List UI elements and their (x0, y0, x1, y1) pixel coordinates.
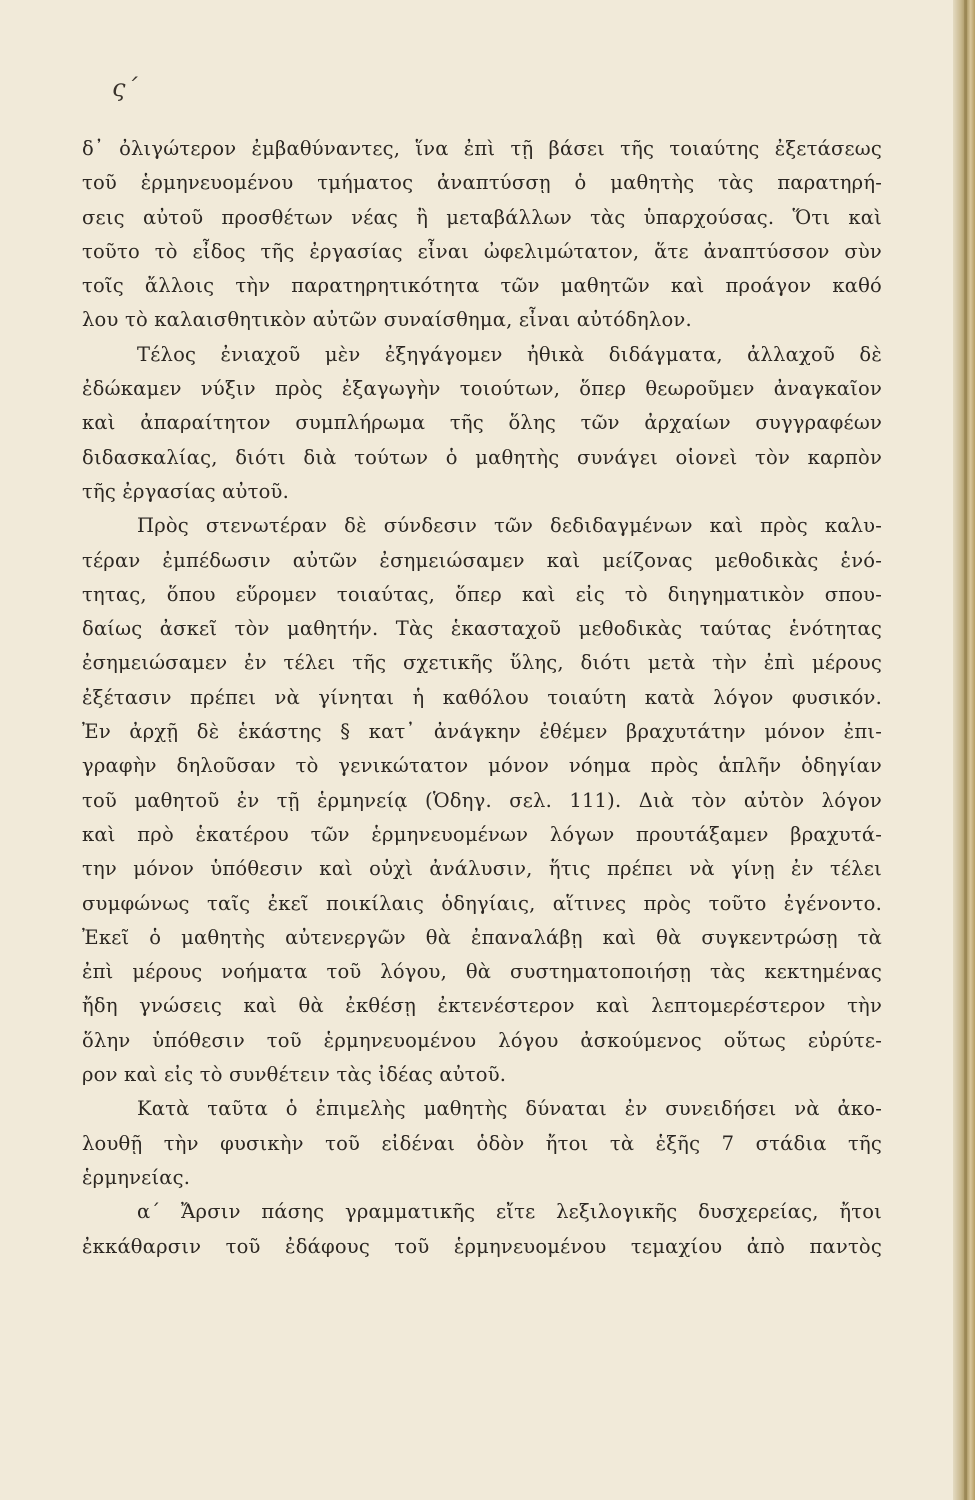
text-line: γραφὴν δηλοῦσαν τὸ γενικώτατον μόνον νόημα πρὸς ἁπλῆν ὁδηγίαν (82, 754, 882, 778)
text-line: Τέλος ἐνιαχοῦ μὲν ἐξηγάγομεν ἠθικὰ διδάγματα, ἀλλαχοῦ δὲ (137, 342, 882, 366)
body-text (82, 132, 882, 1264)
text-line: διδασκαλίας, διότι διὰ τούτων ὁ μαθητὴς συνάγει οἱονεὶ τὸν καρπὸν (82, 445, 882, 469)
text-line: τοῦ μαθητοῦ ἐν τῇ ἑρμηνείᾳ (Ὁδηγ. σελ. 111). Διὰ τὸν αὐτὸν λόγον (82, 788, 882, 812)
page-number: ς´ (112, 74, 138, 102)
text-line: την μόνον ὑπόθεσιν καὶ οὐχὶ ἀνάλυσιν, ἥτις πρέπει νὰ γίνῃ ἐν τέλει (82, 857, 882, 881)
text-line: καὶ πρὸ ἑκατέρου τῶν ἑρμηνευομένων λόγων προυτάξαμεν βραχυτά- (82, 822, 882, 846)
text-line: σεις αὐτοῦ προσθέτων νέας ἢ μεταβάλλων τὰς ὑπαρχούσας. Ὅτι καὶ (82, 205, 882, 229)
text-line: τοῦτο τὸ εἶδος τῆς ἐργασίας εἶναι ὠφελιμώτατον, ἅτε ἀναπτύσσον σὺν (82, 239, 882, 263)
text-line: συμφώνως ταῖς ἐκεῖ ποικίλαις ὁδηγίαις, αἵτινες πρὸς τοῦτο ἐγένοντο. (82, 891, 882, 915)
text-line: λουθῇ τὴν φυσικὴν τοῦ εἰδέναι ὁδὸν ἤτοι τὰ ἑξῆς 7 στάδια τῆς (82, 1131, 882, 1155)
text-line: ρον καὶ εἰς τὸ συνθέτειν τὰς ἰδέας αὐτοῦ. (82, 1063, 507, 1087)
text-line: Ἐκεῖ ὁ μαθητὴς αὐτενεργῶν θὰ ἐπαναλάβῃ καὶ θὰ συγκεντρώσῃ τὰ (82, 925, 882, 949)
text-line: ἐξέτασιν πρέπει νὰ γίνηται ἡ καθόλου τοιαύτη κατὰ λόγον φυσικόν. (82, 685, 882, 709)
text-line: ἐπὶ μέρους νοήματα τοῦ λόγου, θὰ συστηματοποιήσῃ τὰς κεκτημένας (82, 960, 882, 984)
text-line: τῆς ἐργασίας αὐτοῦ. (82, 479, 289, 503)
text-line: α´ Ἄρσιν πάσης γραμματικῆς εἴτε λεξιλογικῆς δυσχερείας, ἤτοι (137, 1200, 882, 1224)
text-line: τέραν ἐμπέδωσιν αὐτῶν ἐσημειώσαμεν καὶ μείζονας μεθοδικὰς ἑνό- (82, 548, 882, 572)
text-line: ἐσημειώσαμεν ἐν τέλει τῆς σχετικῆς ὕλης, διότι μετὰ τὴν ἐπὶ μέρους (82, 651, 882, 675)
text-line: δαίως ἀσκεῖ τὸν μαθητήν. Τὰς ἑκασταχοῦ μεθοδικὰς ταύτας ἑνότητας (82, 617, 882, 641)
text-line: δ᾽ ὀλιγώτερον ἐμβαθύναντες, ἵνα ἐπὶ τῇ βάσει τῆς τοιαύτης ἐξετάσεως (82, 137, 882, 160)
text-line: λου τὸ καλαισθητικὸν αὐτῶν συναίσθημα, εἶναι αὐτόδηλον. (82, 308, 692, 332)
text-line: τητας, ὅπου εὕρομεν τοιαύτας, ὅπερ καὶ εἰς τὸ διηγηματικὸν σπου- (82, 582, 882, 606)
text-line: ἑρμηνείας. (82, 1165, 191, 1189)
text-line: ἐδώκαμεν νύξιν πρὸς ἐξαγωγὴν τοιούτων, ὅπερ θεωροῦμεν ἀναγκαῖον (82, 377, 882, 401)
page-edge-shadow (964, 0, 967, 1500)
text-line: Κατὰ ταῦτα ὁ ἐπιμελὴς μαθητὴς δύναται ἐν συνειδήσει νὰ ἀκο- (137, 1097, 882, 1121)
text-line: ἐκκάθαρσιν τοῦ ἐδάφους τοῦ ἑρμηνευομένου τεμαχίου ἀπὸ παντὸς (82, 1234, 882, 1258)
text-line: Ἐν ἀρχῇ δὲ ἑκάστης § κατ᾽ ἀνάγκην ἐθέμεν βραχυτάτην μόνον ἐπι- (82, 720, 882, 744)
text-line: ὅλην ὑπόθεσιν τοῦ ἑρμηνευομένου λόγου ἀσκούμενος οὕτως εὐρύτε- (82, 1028, 882, 1052)
text-line: Πρὸς στενωτέραν δὲ σύνδεσιν τῶν δεδιδαγμένων καὶ πρὸς καλυ- (137, 514, 882, 538)
text-line: καὶ ἀπαραίτητον συμπλήρωμα τῆς ὅλης τῶν ἀρχαίων συγγραφέων (82, 411, 882, 435)
text-line: τοῖς ἄλλοις τὴν παρατηρητικότητα τῶν μαθητῶν καὶ προάγον καθό (82, 274, 882, 298)
text-line: ἤδη γνώσεις καὶ θὰ ἐκθέσῃ ἐκτενέστερον καὶ λεπτομερέστερον τὴν (82, 994, 882, 1018)
text-line: τοῦ ἑρμηνευομένου τμήματος ἀναπτύσσῃ ὁ μαθητὴς τὰς παρατηρή- (82, 171, 882, 195)
